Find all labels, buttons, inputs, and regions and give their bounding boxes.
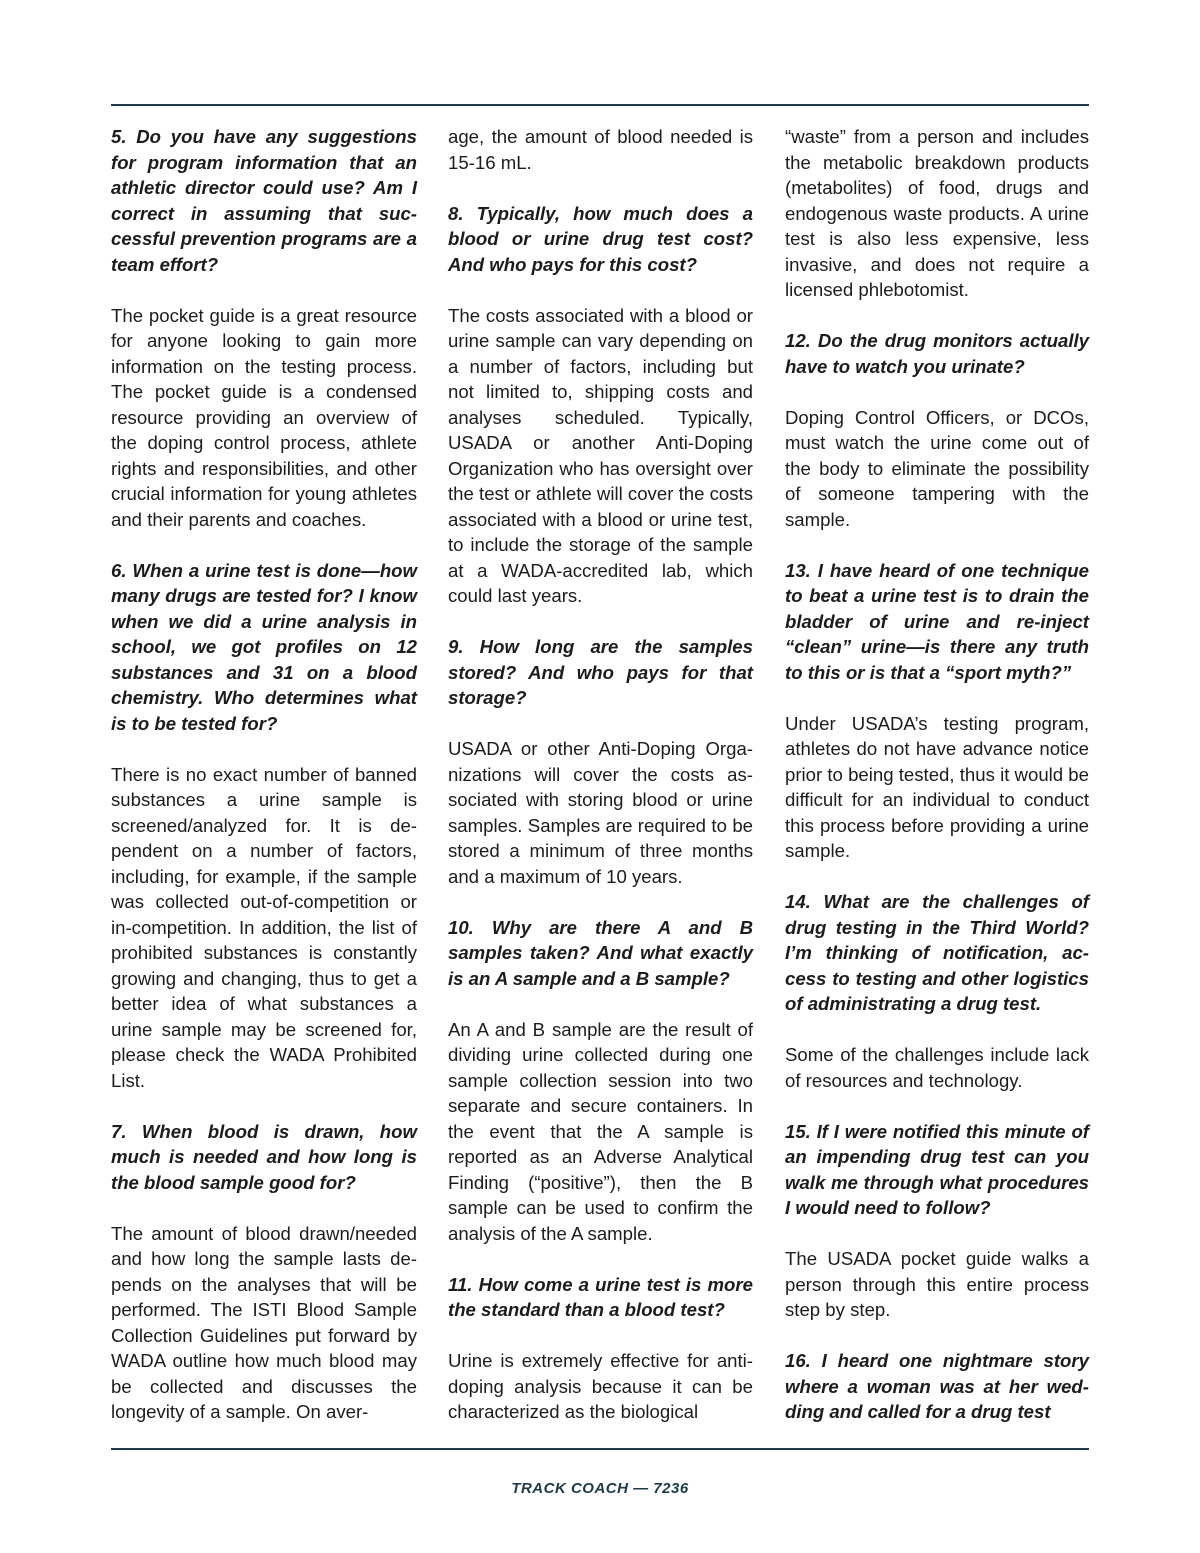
question-6: 6. When a urine test is done—how many drugs are tested for? I know when we did a urine analysis in school, we got profiles on 12 substances and 31 on a blood chemistry. Who determines what is to be tested for? <box>111 559 417 734</box>
answer-8: The costs associated with a blood or urine sample can vary depending on a number of factors, including but not limited to, shipping costs and analyses scheduled. Typically, USADA or another Anti-Doping Organization who has oversight over the test or athlete will cover the costs associated with a blood or urine test, to include the storage of the sample at a WADA-accredited lab, which could last years. <box>448 304 753 606</box>
question-11: 11. How come a urine test is more the standard than a blood test? <box>448 1273 753 1320</box>
answer-15: The USADA pocket guide walks a person through this entire process step by step. <box>785 1248 1089 1320</box>
column-1 <box>111 124 417 1450</box>
question-12: 12. Do the drug monitors actually have to watch you urinate? <box>785 330 1089 377</box>
answer-9: USADA or other Anti-Doping Organizations will cover the costs associated with storing blood or urine samples. Samples are required to be stored a minimum of three months and a maximum of 10 years. <box>448 738 753 887</box>
answer-11-continued: “waste” from a person and includes the metabolic breakdown products (metabolites) of food, drugs and endogenous waste products. A urine test is also less expensive, less invasive, and does not require a licensed phlebotomist. <box>785 126 1089 300</box>
question-10: 10. Why are there A and B samples taken? And what exactly is an A sample and a B sample? <box>448 916 753 989</box>
answer-7: The amount of blood drawn/needed and how long the sample lasts depends on the analyses that will be performed. The ISTI Blood Sample Collection Guidelines put forward by WADA outline how much blood may be collected and discusses the longevity of a sample. On aver- <box>111 1222 417 1422</box>
answer-5: The pocket guide is a great resource for anyone looking to gain more information on the testing process. The pocket guide is a condensed resource providing an overview of the doping control process, athlete rights and responsibilities, and other crucial information for young athletes and their parents and coaches. <box>111 304 417 530</box>
page-footer: TRACK COACH — 7236 <box>511 1480 689 1497</box>
answer-11: Urine is extremely effective for anti-doping analysis because it can be characterized as the biological <box>448 1350 753 1422</box>
question-13: 13. I have heard of one technique to beat a urine test is to drain the bladder of urine and re-inject “clean” urine—is there any truth to this or is that a “sport myth?” <box>785 559 1089 683</box>
column-3 <box>785 124 1089 1450</box>
answer-13: Under USADA’s testing program, athletes do not have advance notice prior to being tested, thus it would be difficult for an individual to conduct this process before providing a urine sample. <box>785 712 1089 861</box>
answer-14: Some of the challenges include lack of resources and technology. <box>785 1044 1089 1091</box>
answer-12: Doping Control Officers, or DCOs, must watch the urine come out of the body to eliminate the possibility of someone tampering with the sample. <box>785 406 1089 530</box>
question-8: 8. Typically, how much does a blood or urine drug test cost? And who pays for this cost? <box>448 202 753 275</box>
question-14: 14. What are the challenges of drug testing in the Third World? I’m thinking of notification, access to testing and other logistics of administrating a drug test. <box>785 891 1089 1014</box>
bottom-rule <box>111 1448 1089 1450</box>
top-rule <box>111 104 1089 106</box>
question-9: 9. How long are the samples stored? And who pays for that storage? <box>448 636 753 708</box>
answer-7-continued: age, the amount of blood needed is 15-16 mL. <box>448 126 753 173</box>
answer-10: An A and B sample are the result of dividing urine collected during one sample collection session into two separate and secure containers. In the event that the A sample is reported as an Adverse Analytical Finding (“positive”), then the B sample can be used to confirm the analysis of the A sample. <box>448 1018 753 1244</box>
answer-6: There is no exact number of banned substances a urine sample is screened/analyzed for. It is dependent on a number of factors, including, for example, if the sample was collected out-of-competition or in-competition. In addition, the list of prohibited substances is constantly growing and changing, thus to get a better idea of what substances a urine sample may be screened for, please check the WADA Prohibited List. <box>111 763 417 1091</box>
question-16: 16. I heard one nightmare story where a woman was at her wedding and called for a drug test <box>785 1350 1089 1422</box>
question-15: 15. If I were notified this minute of an impending drug test can you walk me through what procedures I would need to follow? <box>785 1120 1089 1218</box>
question-5: 5. Do you have any suggestions for program information that an athletic director could use? Am I correct in assuming that successful prevention programs are a team effort? <box>111 126 417 275</box>
question-7: 7. When blood is drawn, how much is needed and how long is the blood sample good for? <box>111 1120 417 1193</box>
column-2 <box>448 124 753 1450</box>
